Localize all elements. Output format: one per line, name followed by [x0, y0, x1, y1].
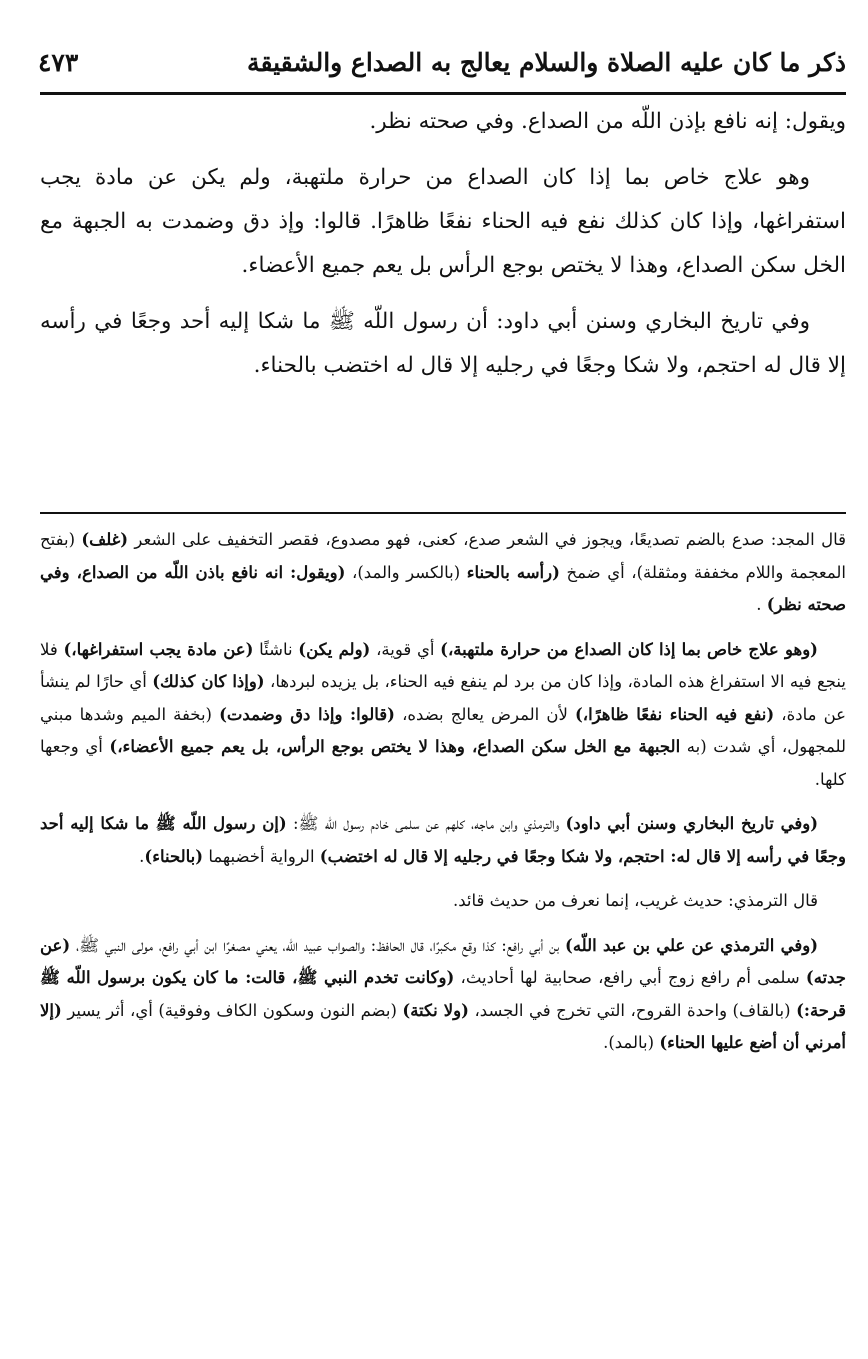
- commentary-paragraph-5: [40, 930, 846, 1060]
- commentary-paragraph-4: قال الترمذي: حديث غريب، إنما نعرف من حديث قائد.: [452, 891, 818, 910]
- note-quote: (وفي الترمذي عن علي بن عبد اللّه): [565, 935, 818, 955]
- note-text: (بضم النون وسكون الكاف وفوقية) أي، أثر يسير: [61, 1000, 403, 1020]
- note-quote: (وفي تاريخ البخاري وسنن أبي داود): [565, 814, 819, 833]
- note-quote: (عن مادة يجب استفراغها،): [63, 639, 254, 659]
- note-text: فلا ينجع فيه الا استفراغ هذه المادة، وإذا كان من برد لم ينفع فيه الحناء، بل يزيده لبردها،: [40, 639, 846, 691]
- note-quote: (وهو علاج خاص بما إذا كان الصداع من حرارة ملتهبة،): [440, 639, 818, 659]
- note-text: (بخفة الميم وشدها مبني للمجهول، أي شدت (به: [40, 704, 847, 756]
- main-paragraph-1: ويقول: إنه نافع بإذن اللّه من الصداع. وفي صحته نظر.: [369, 109, 846, 134]
- note-quote: (رأسه بالحناء: [466, 562, 560, 582]
- note-text: بن أبي رافع: كذا وقع مكبرًا، قال الحافظ: والصواب عبيد اللّه، يعني مصغرًا ابن أبي رافع، مولى النبي ﷺ،: [70, 935, 566, 955]
- main-text: [40, 100, 846, 400]
- note-quote: (وإذا كان كذلك): [152, 672, 265, 691]
- note-text: (بالكسر والمد)،: [345, 562, 467, 582]
- note-text: قال المجد: صدع بالضم تصديعًا، ويجوز في الشعر صدع، كعنى، فهو مصدوع، فقصر التخفيف على الشعر: [128, 530, 846, 549]
- note-quote: (إن رسول اللّه ﷺ ما شكا إليه أحد وجعًا في رأسه إلا قال له: احتجم، ولا شكا وجعًا في رجليه إلا قال له اختضب): [40, 814, 846, 866]
- commentary-separator: [40, 512, 846, 514]
- main-paragraph-2: وهو علاج خاص بما إذا كان الصداع من حرارة ملتهبة، ولم يكن عن مادة يجب استفراغها، وإذا كان كذلك نفع فيه الحناء نفعًا ظاهرًا. قالوا: وإذ دق وضمدت به الجبهة مع الخل سكن الصداع، وهذا لا يختص بوجع الرأس بل يعم جميع الأعضاء.: [40, 165, 846, 278]
- note-quote: (عن جدته): [40, 935, 846, 987]
- note-text: ناشئًا: [253, 639, 299, 659]
- commentary-paragraph-3: [40, 808, 846, 873]
- note-text: (بفتح المعجمة واللام مخففة ومثقلة)، أي ضمخ: [40, 530, 847, 582]
- note-text: أي حارًا لم ينشأ عن مادة،: [40, 672, 846, 724]
- note-text: والترمذي وابن ماجه، كلهم عن سلمى خادم رسول اللّه ﷺ:: [286, 814, 566, 833]
- note-text: أي قوية،: [370, 639, 441, 659]
- note-quote: (وكانت تخدم النبي ﷺ، قالت: ما كان يكون برسول اللّه ﷺ قرحة:): [40, 968, 846, 1020]
- note-quote: (ويقول: انه نافع باذن اللّه من الصداع، وفي صحته نظر): [40, 562, 846, 614]
- note-quote: الجبهة مع الخل سكن الصداع، وهذا لا يختص بوجع الرأس، بل يعم جميع الأعضاء،): [109, 737, 681, 756]
- note-quote: (بالحناء): [144, 846, 204, 866]
- note-text: سلمى أم رافع زوج أبي رافع، صحابية لها أحاديث،: [454, 968, 806, 987]
- note-quote: (نفع فيه الحناء نفعًا ظاهرًا،): [574, 704, 775, 724]
- commentary-paragraph-2: [40, 634, 846, 797]
- note-text: لأن المرض يعالج بضده،: [394, 704, 575, 724]
- running-title: ذكر ما كان عليه الصلاة والسلام يعالج به الصداع والشقيقة: [247, 47, 846, 77]
- note-text: .: [139, 846, 145, 866]
- main-paragraph-3: وفي تاريخ البخاري وسنن أبي داود: أن رسول اللّه ﷺ ما شكا إليه أحد وجعًا في رأسه إلا قال له احتجم، ولا شكا وجعًا في رجليه إلا قال له اختضب بالحناء.: [40, 309, 846, 378]
- note-text: الرواية أخضبهما: [203, 846, 320, 866]
- page-header: [38, 34, 846, 90]
- note-quote: (قالوا: وإذا دق وضمدت): [219, 704, 395, 724]
- commentary: [40, 524, 846, 1072]
- note-text: أي وجعها كلها.: [40, 737, 846, 789]
- note-text: (بالمد).: [603, 1033, 660, 1052]
- commentary-paragraph-1: [40, 524, 846, 622]
- note-text: (بالقاف) واحدة القروح، التي تخرج في الجسد،: [468, 1000, 797, 1020]
- note-quote: (غلف): [81, 530, 129, 549]
- note-quote: (ولم يكن): [298, 639, 371, 659]
- note-text: .: [756, 595, 767, 614]
- note-quote: (إلا أمرني أن أضع عليها الحناء): [40, 1000, 846, 1052]
- note-quote: (ولا نكتة): [402, 1000, 469, 1020]
- header-rule: [40, 92, 846, 95]
- page-number: ٤٧٣: [38, 47, 79, 77]
